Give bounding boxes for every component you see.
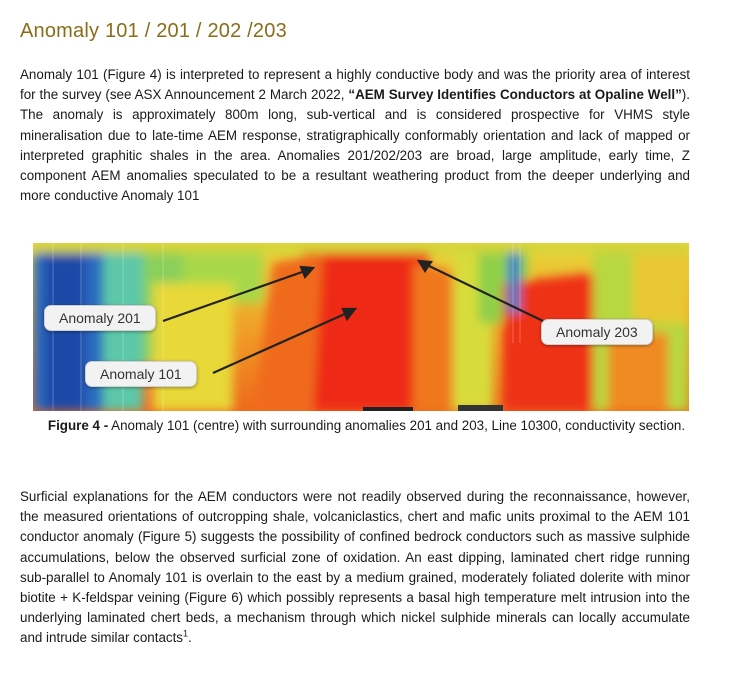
section-heading: Anomaly 101 / 201 / 202 /203 [20,20,287,42]
anomaly-201-label: Anomaly 201 [44,305,156,331]
intro-text-end: ). The anomaly is approximately 800m long, sub-vertical and is considered prospective for VHMS style mineralisation due to late-time AEM response, stratigraphically conformably orientation and lack of mapped or interpreted graphitic shales in the area. Anomalies 201/202/203 are broad, large amplitude, early time, Z component AEM anomalies speculated to be a resultant weathering product from the deeper underlying and more conductive Anomaly 101 [20,87,690,204]
intro-text-start: Anomaly 101 (Figure 4) is interpreted to represent a highly conductive body and was the priority area of interest for the survey (see ASX Announcement 2 March 2022, [20,67,690,103]
figure-caption-text: Anomaly 101 (centre) with surrounding anomalies 201 and 203, Line 10300, conductivity section. [108,418,686,433]
footnote-marker[interactable]: 1 [183,628,189,639]
conductivity-section-figure [33,243,689,411]
surficial-text: Surficial explanations for the AEM conductors were not readily observed during the reconnaissance, however, the measured orientations of outcropping shale, volcaniclastics, chert and mafic units proximal to the AEM 101 conductor anomaly (Figure 5) suggests the possibility of confined bedrock conductors such as massive sulphide accumulations, below the observed surficial zone of oxidation. An east dipping, laminated chert ridge running sub-parallel to Anomaly 101 is overlain to the east by a medium grained, moderately foliated dolerite with minor biotite + K-feldspar veining (Figure 6) which possibly represents a basal high temperature melt intrusion into the underlying laminated chert beds, a mechanism through which nickel sulphide minerals can locally accumulate and intrude similar contacts [20,489,690,646]
surficial-text-end: . [188,630,192,646]
anomaly-101-label: Anomaly 101 [85,361,197,387]
figure-caption-label: Figure 4 - [47,418,109,433]
surficial-paragraph [20,487,690,649]
intro-paragraph [20,65,690,206]
announcement-title: “AEM Survey Identifies Conductors at Opaline Well” [348,87,682,103]
anomaly-203-label: Anomaly 203 [541,319,653,345]
figure-caption [20,416,713,435]
